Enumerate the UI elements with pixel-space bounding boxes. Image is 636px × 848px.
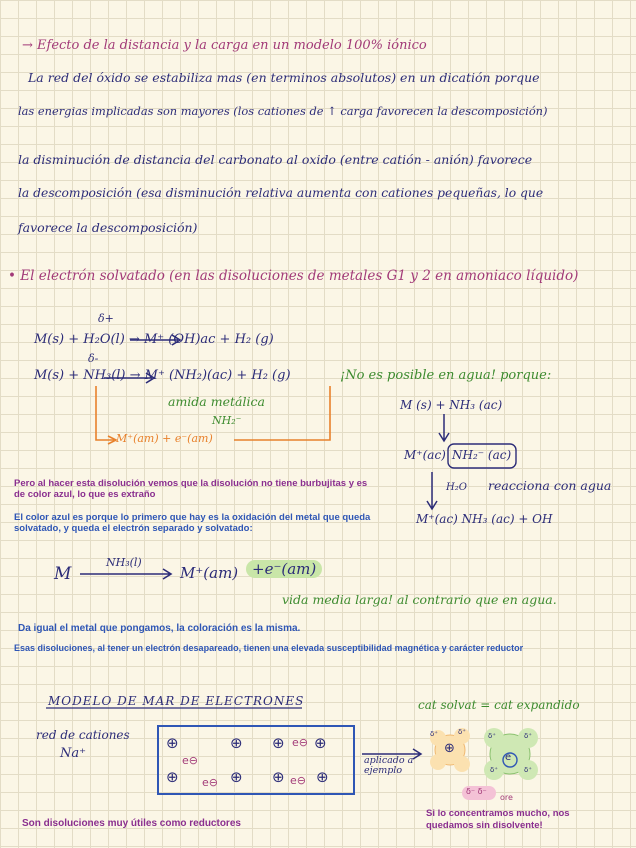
p2-line3: favorece la descomposición): [18, 220, 198, 235]
cluster-delta: δ⁺: [490, 766, 498, 774]
cluster-delta: δ⁺: [430, 730, 438, 738]
note-concentrate: Si lo concentramos mucho, nos quedamos sin disolvente!: [426, 808, 570, 831]
p2-line2: la descomposición (esa disminución relativa aumenta con cationes pequeñas, lo que: [18, 186, 544, 200]
nh2-ac: NH₂⁻ (ac): [452, 448, 512, 462]
na-plus-label: Na⁺: [60, 746, 86, 761]
lattice-cation: ⊕: [166, 768, 179, 786]
cat-solvat-label: cat solvat = cat expandido: [418, 698, 580, 712]
arrow-eq3: [80, 569, 171, 579]
section3-title: MODELO DE MAR DE ELECTRONES: [48, 694, 305, 708]
core-label: ore: [500, 793, 513, 802]
delta-plus: δ+: [98, 312, 114, 325]
vida-media-text: vida media larga! al contrario que en agua.: [282, 592, 557, 607]
p2-line1: la disminución de distancia del carbonato al oxido (entre catión - anión) favorece: [18, 152, 533, 167]
cluster-cation: ⊕: [444, 741, 455, 756]
reacciona-text: reacciona con agua: [488, 478, 612, 493]
note-reductor: Son disoluciones muy útiles como reductores: [22, 818, 241, 829]
eq3-arrow-label: NH₃(l): [106, 556, 142, 569]
lattice-cation: ⊕: [314, 734, 327, 752]
lattice-cation: ⊕: [166, 734, 179, 752]
amida-label: amida metálica: [168, 394, 265, 409]
lattice-cation: ⊕: [272, 734, 285, 752]
lattice-cation: ⊕: [230, 734, 243, 752]
no-posible-text: ¡No es posible en agua! porque:: [340, 368, 552, 383]
lattice-electron: e⊖: [290, 774, 306, 787]
note4: Esas disoluciones, al tener un electrón desapareado, tienen una elevada susceptibilidad magnética y carácter reductor: [14, 643, 524, 653]
down-arrow-1: [439, 414, 449, 441]
section2-title: • El electrón solvatado (en las disoluciones de metales G1 y 2 en amoniaco líquido): [8, 268, 579, 284]
eq2: M(s) + NH₃(l) → M⁺ (NH₂)(ac) + H₂ (g): [34, 368, 291, 383]
note2: El color azul es porque lo primero que hay es la oxidación del metal que queda solvatado, y queda el electrón separado y solvatado:: [14, 512, 371, 534]
lattice-electron: e⊖: [182, 754, 198, 767]
h2o-label: H₂O: [446, 482, 467, 493]
water-eq: M (s) + NH₃ (ac): [400, 398, 503, 412]
solvated-path-label: M⁺(am) + e⁻(am): [116, 432, 213, 445]
red-cationes-label: red de cationes: [36, 728, 130, 742]
cluster-delta: δ⁺: [524, 732, 532, 740]
lattice-cation: ⊕: [316, 768, 329, 786]
cluster-delta: δ⁺: [458, 728, 466, 736]
aplicado-label: aplicado a ejemplo: [364, 755, 414, 776]
p1-line1: La red del óxido se estabiliza mas (en terminos absolutos) en un dicatión porque: [28, 70, 540, 85]
pill-label: δ⁻ δ⁻: [466, 787, 487, 796]
eq3-right: M⁺(am): [180, 564, 239, 582]
down-arrow-2: [427, 472, 437, 509]
lattice-electron: e⊖: [292, 736, 308, 749]
eq3-left: M: [54, 564, 72, 584]
lattice-electron: e⊖: [202, 776, 218, 789]
m-ac: M⁺(ac): [404, 448, 446, 462]
cluster-electron: e: [505, 752, 512, 763]
final-water-eq: M⁺(ac) NH₃ (ac) + OH: [416, 512, 553, 526]
eq1: M(s) + H₂O(l) → M⁺ (OH)ac + H₂ (g): [34, 332, 274, 347]
nh2-label: NH₂⁻: [212, 414, 242, 427]
note3: Da igual el metal que pongamos, la coloración es la misma.: [18, 623, 301, 634]
lattice-cation: ⊕: [272, 768, 285, 786]
delta-minus: δ-: [88, 352, 99, 365]
note1: Pero al hacer esta disolución vemos que la disolución no tiene burbujitas y es de color azul, lo que es extraño: [14, 478, 368, 500]
lattice-cation: ⊕: [230, 768, 243, 786]
cluster-delta: δ⁺: [488, 732, 496, 740]
section1-title: → Efecto de la distancia y la carga en un modelo 100% iónico: [22, 38, 427, 53]
cluster-delta: δ⁺: [524, 766, 532, 774]
p1-line2: las energias implicadas son mayores (los cationes de ↑ carga favorecen la descomposición): [18, 104, 548, 118]
eq3-electron: +e⁻(am): [246, 560, 322, 578]
